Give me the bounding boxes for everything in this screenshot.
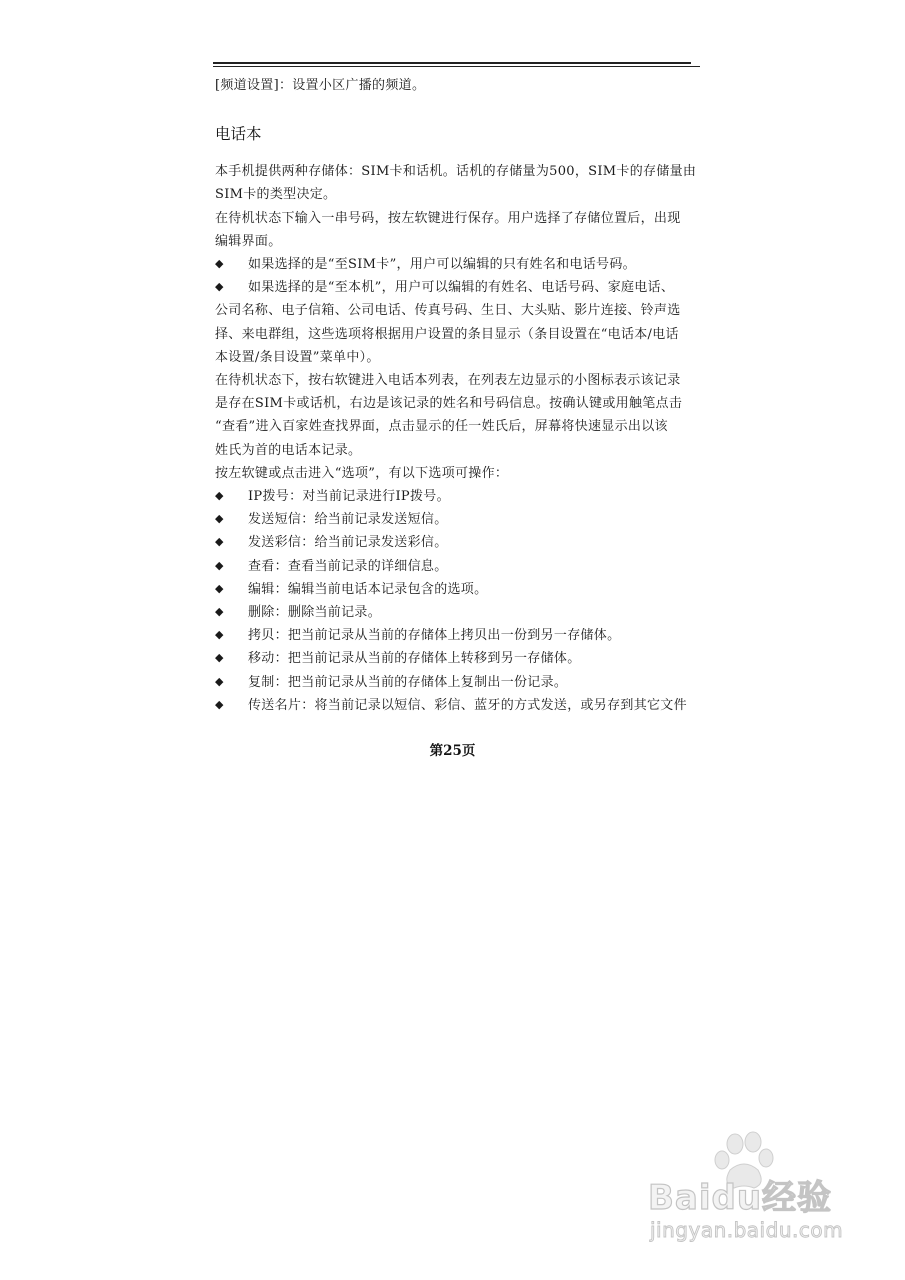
- list-paragraph: [215, 369, 705, 485]
- bullet-icon: ◆: [215, 280, 224, 294]
- text-line: 在待机状态下，按右软键进入电话本列表，在列表左边显示的小图标表示该记录: [215, 373, 681, 389]
- document-body: [215, 74, 705, 717]
- bullet-icon: ◆: [215, 257, 224, 271]
- option-text: 编辑：编辑当前电话本记录包含的选项。: [248, 581, 488, 597]
- text-line: 在待机状态下输入一串号码，按左软键进行保存。用户选择了存储位置后，出现: [215, 210, 681, 226]
- bullet-item-phone: [215, 276, 705, 369]
- bullet-icon: ◆: [215, 651, 224, 665]
- text-line: 是存在SIM卡或话机，右边是该记录的姓名和号码信息。按确认键或用触笔点击: [215, 396, 683, 412]
- bullet-icon: ◆: [215, 512, 224, 526]
- text-line: 姓氏为首的电话本记录。: [215, 442, 362, 458]
- bullet-text: 如果选择的是“至本机”，用户可以编辑的有姓名、电话号码、家庭电话、: [248, 280, 675, 296]
- header-rule-thin: [213, 66, 700, 67]
- option-item: [215, 694, 705, 717]
- option-text: IP拨号：对当前记录进行IP拨号。: [248, 489, 450, 505]
- option-text: 复制：把当前记录从当前的存储体上复制出一份记录。: [248, 674, 568, 690]
- option-item: [215, 508, 705, 531]
- text-line: [215, 276, 705, 299]
- option-item: [215, 555, 705, 578]
- option-item: [215, 531, 705, 554]
- text-line: SIM卡的类型决定。: [215, 187, 337, 203]
- text-line: 本设置/条目设置”菜单中）。: [215, 349, 380, 365]
- bullet-item-sim: [215, 253, 705, 276]
- watermark-url: jingyan.baidu.com: [650, 1218, 844, 1242]
- bullet-icon: ◆: [215, 535, 224, 549]
- option-item: [215, 601, 705, 624]
- text-line: 按左软键或点击进入“选项”，有以下选项可操作：: [215, 465, 509, 481]
- intro-paragraph: [215, 160, 705, 253]
- header-rule-thick: [213, 62, 691, 64]
- option-text: 发送短信：给当前记录发送短信。: [248, 512, 448, 528]
- text-line: 编辑界面。: [215, 233, 282, 249]
- section-heading: 电话本: [215, 125, 262, 144]
- option-item: [215, 671, 705, 694]
- option-item: [215, 578, 705, 601]
- text-line: 择、来电群组，这些选项将根据用户设置的条目显示（条目设置在“电话本/电话: [215, 326, 679, 342]
- channel-setting-line: [频道设置]：设置小区广播的频道。: [215, 78, 426, 93]
- bullet-icon: ◆: [215, 581, 224, 595]
- option-item: [215, 485, 705, 508]
- option-text: 传送名片：将当前记录以短信、彩信、蓝牙的方式发送，或另存到其它文件: [248, 697, 687, 713]
- option-text: 发送彩信：给当前记录发送彩信。: [248, 535, 448, 551]
- text-line: “查看”进入百家姓查找界面，点击显示的任一姓氏后，屏幕将快速显示出以该: [215, 419, 668, 435]
- page-number: 第25页: [429, 743, 476, 759]
- option-text: 查看：查看当前记录的详细信息。: [248, 558, 448, 574]
- bullet-text: 如果选择的是“至SIM卡”，用户可以编辑的只有姓名和电话号码。: [248, 257, 636, 273]
- bullet-icon: ◆: [215, 558, 224, 572]
- watermark-brand: Baidu经验: [648, 1178, 833, 1218]
- bullet-icon: ◆: [215, 489, 224, 503]
- baidu-watermark: [630, 1130, 870, 1250]
- bullet-icon: ◆: [215, 697, 224, 711]
- bullet-icon: ◆: [215, 674, 224, 688]
- option-text: 拷贝：把当前记录从当前的存储体上拷贝出一份到另一存储体。: [248, 628, 621, 644]
- option-text: 移动：把当前记录从当前的存储体上转移到另一存储体。: [248, 651, 581, 667]
- text-line: 公司名称、电子信箱、公司电话、传真号码、生日、大头贴、影片连接、铃声选: [215, 303, 681, 319]
- option-item: [215, 624, 705, 647]
- text-line: 本手机提供两种存储体：SIM卡和话机。话机的存储量为500，SIM卡的存储量由: [215, 164, 697, 180]
- bullet-icon: ◆: [215, 605, 224, 619]
- options-list: [215, 485, 705, 717]
- option-item: [215, 647, 705, 670]
- option-text: 删除：删除当前记录。: [248, 605, 382, 621]
- bullet-icon: ◆: [215, 628, 224, 642]
